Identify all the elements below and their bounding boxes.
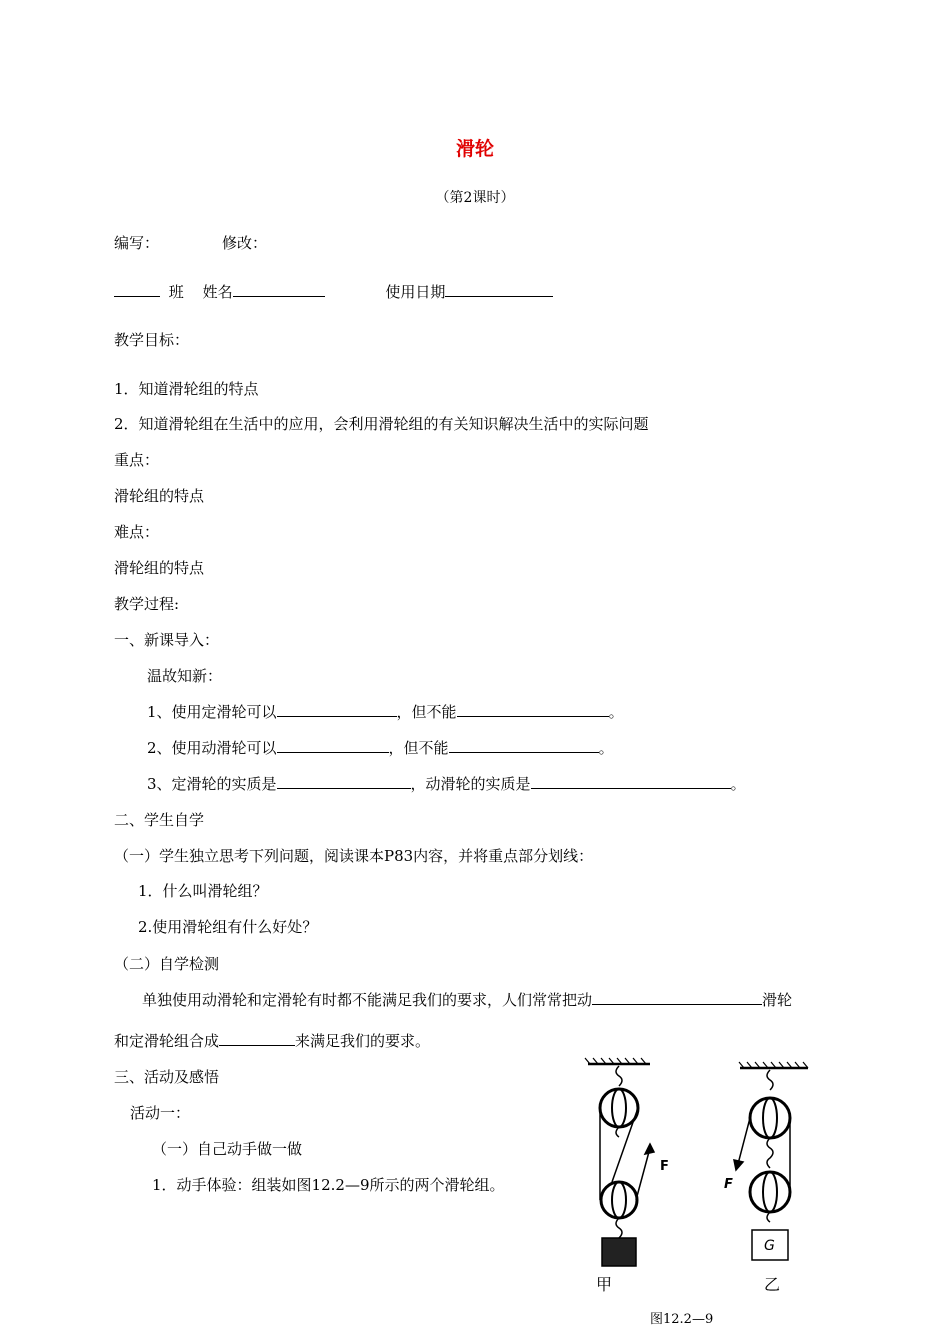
check-blank-1[interactable]: [592, 990, 762, 1005]
self-study-question-1: 1．什么叫滑轮组？: [138, 882, 268, 900]
class-name-line: [114, 282, 553, 302]
pulley-system-yi: [734, 1062, 808, 1260]
q3-blank-1[interactable]: [277, 774, 411, 789]
activity-sub-heading: （一）自己动手做一做: [152, 1140, 303, 1158]
check-blank-2[interactable]: [219, 1031, 295, 1046]
label-yi: 乙: [764, 1275, 781, 1292]
objectives-heading: 教学目标：: [114, 331, 190, 349]
self-study-instructions: （一）学生独立思考下列问题，阅读课本P83内容，并将重点部分划线：: [114, 847, 594, 865]
difficult-point-text: 滑轮组的特点: [114, 559, 205, 577]
pulley-figure: [578, 1052, 818, 1292]
review-question-1: 1、使用定滑轮可以 ，但不能 。: [147, 703, 624, 721]
review-question-3: 3、定滑轮的实质是 ，动滑轮的实质是 。: [147, 775, 746, 793]
force-label-yi: F: [724, 1177, 733, 1192]
section-3-heading: 三、活动及感悟: [114, 1068, 220, 1086]
review-question-2: 2、使用动滑轮可以 ，但不能 。: [147, 739, 614, 757]
label-jia: 甲: [596, 1275, 613, 1292]
figure-caption: 图12.2—9: [650, 1312, 714, 1327]
self-check-line-2: 和定滑轮组合成 来满足我们的要求。: [114, 1032, 431, 1050]
self-check-line-1: 单独使用动滑轮和定滑轮有时都不能满足我们的要求，人们常常把动 滑轮: [142, 991, 793, 1009]
section-2-heading: 二、学生自学: [114, 811, 205, 829]
q3-blank-2[interactable]: [531, 774, 731, 789]
name-blank[interactable]: [233, 282, 325, 297]
force-label-jia: F: [660, 1159, 669, 1174]
process-heading: 教学过程:: [114, 595, 180, 613]
difficult-point-heading: 难点：: [114, 523, 160, 541]
class-label: 班: [168, 283, 184, 301]
class-blank[interactable]: [114, 282, 160, 297]
q2-blank-2[interactable]: [449, 738, 599, 753]
revise-label: 修改：: [222, 234, 268, 252]
name-label: 姓名: [202, 283, 233, 301]
author-label: 编写：: [114, 234, 160, 252]
objective-item-1: 1．知道滑轮组的特点: [114, 380, 259, 398]
q2-blank-1[interactable]: [277, 738, 389, 753]
objective-item-2: 2．知道滑轮组在生活中的应用，会利用滑轮组的有关知识解决生活中的实际问题: [114, 415, 649, 433]
key-point-heading: 重点：: [114, 451, 160, 469]
date-blank[interactable]: [445, 282, 553, 297]
weight-label: G: [764, 1238, 775, 1254]
review-heading: 温故知新：: [147, 667, 223, 685]
lesson-subtitle: （第2课时）: [435, 190, 515, 206]
date-label: 使用日期: [385, 283, 446, 301]
self-study-question-2: 2.使用滑轮组有什么好处？: [138, 918, 318, 936]
q1-blank-1[interactable]: [277, 702, 397, 717]
section-1-heading: 一、新课导入：: [114, 631, 220, 649]
activity-item-1: 1．动手体验：组装如图12.2—9所示的两个滑轮组。: [152, 1176, 505, 1194]
q1-blank-2[interactable]: [457, 702, 609, 717]
key-point-text: 滑轮组的特点: [114, 487, 205, 505]
activity-1-heading: 活动一：: [130, 1104, 191, 1122]
page-title: 滑轮: [455, 138, 494, 160]
pulley-system-jia: [585, 1058, 654, 1266]
self-check-heading: （二）自学检测: [114, 955, 220, 973]
